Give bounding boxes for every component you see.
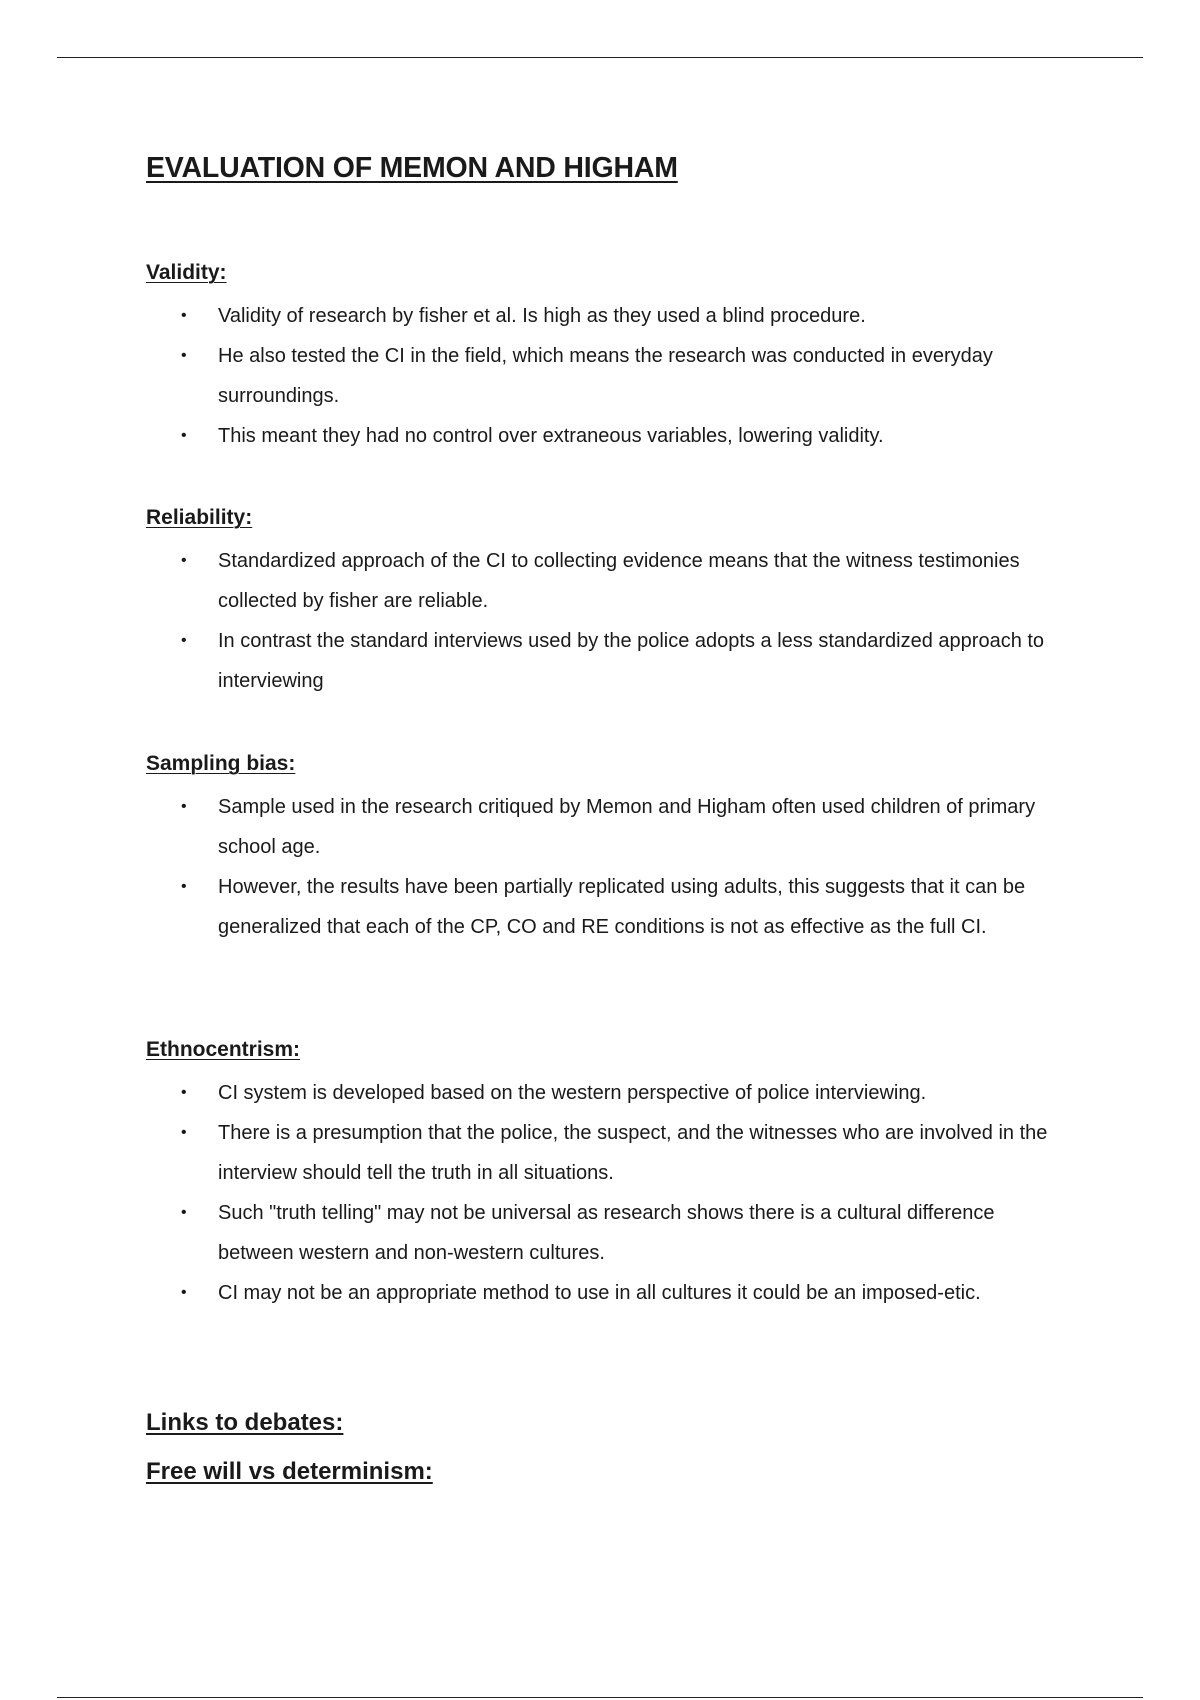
bottom-rule — [57, 1697, 1143, 1698]
list-item — [146, 867, 1076, 947]
list-item — [146, 541, 1076, 621]
bullet-icon: • — [181, 307, 187, 324]
bullet-list-sampling-bias — [146, 787, 1076, 947]
top-rule — [57, 57, 1143, 58]
bullet-icon: • — [181, 552, 187, 569]
list-item — [146, 416, 1076, 456]
list-item-text: This meant they had no control over extraneous variables, lowering validity. — [218, 425, 884, 447]
list-item — [146, 296, 1076, 336]
bullet-icon: • — [181, 427, 187, 444]
section-heading-reliability: Reliability: — [146, 506, 253, 529]
section-ethnocentrism — [146, 1035, 1076, 1313]
bullet-icon: • — [181, 798, 187, 815]
list-item-text: However, the results have been partially replicated using adults, this suggests that it can be generalized that each of the CP, CO and RE conditions is not as effective as the full CI. — [218, 876, 1026, 938]
section-heading-sampling-bias: Sampling bias: — [146, 752, 296, 775]
section-reliability — [146, 503, 1076, 701]
bullet-icon: • — [181, 632, 187, 649]
list-item — [146, 787, 1076, 867]
bullet-icon: • — [181, 1204, 187, 1221]
list-item — [146, 336, 1076, 416]
list-item-text: In contrast the standard interviews used by the police adopts a less standardized approach to interviewing — [218, 630, 1045, 692]
bullet-list-ethnocentrism — [146, 1073, 1076, 1313]
bullet-list-validity — [146, 296, 1076, 456]
page-title: EVALUATION OF MEMON AND HIGHAM — [146, 152, 678, 184]
links-to-debates-heading: Links to debates: — [146, 1409, 344, 1436]
list-item-text: Standardized approach of the CI to collecting evidence means that the witness testimonies collected by fisher are reliable. — [218, 550, 1020, 612]
bullet-icon: • — [181, 878, 187, 895]
list-item — [146, 621, 1076, 701]
list-item-text: Such "truth telling" may not be universal as research shows there is a cultural difference between western and non-western cultures. — [218, 1202, 995, 1264]
list-item — [146, 1273, 1076, 1313]
list-item-text: CI system is developed based on the western perspective of police interviewing. — [218, 1082, 927, 1104]
list-item-text: Sample used in the research critiqued by Memon and Higham often used children of primary school age. — [218, 796, 1036, 858]
bullet-list-reliability — [146, 541, 1076, 701]
section-heading-validity: Validity: — [146, 261, 227, 284]
list-item — [146, 1073, 1076, 1113]
bullet-icon: • — [181, 1124, 187, 1141]
list-item-text: CI may not be an appropriate method to use in all cultures it could be an imposed-etic. — [218, 1282, 981, 1304]
section-validity — [146, 258, 1076, 456]
section-sampling-bias — [146, 749, 1076, 947]
list-item — [146, 1113, 1076, 1193]
list-item-text: He also tested the CI in the field, which means the research was conducted in everyday surroundings. — [218, 345, 993, 407]
bullet-icon: • — [181, 1084, 187, 1101]
list-item-text: There is a presumption that the police, the suspect, and the witnesses who are involved in the interview should tell the truth in all situations. — [218, 1122, 1048, 1184]
list-item-text: Validity of research by fisher et al. Is high as they used a blind procedure. — [218, 305, 866, 327]
free-will-vs-determinism-heading: Free will vs determinism: — [146, 1458, 433, 1485]
bullet-icon: • — [181, 1284, 187, 1301]
bullet-icon: • — [181, 347, 187, 364]
list-item — [146, 1193, 1076, 1273]
section-heading-ethnocentrism: Ethnocentrism: — [146, 1038, 301, 1061]
